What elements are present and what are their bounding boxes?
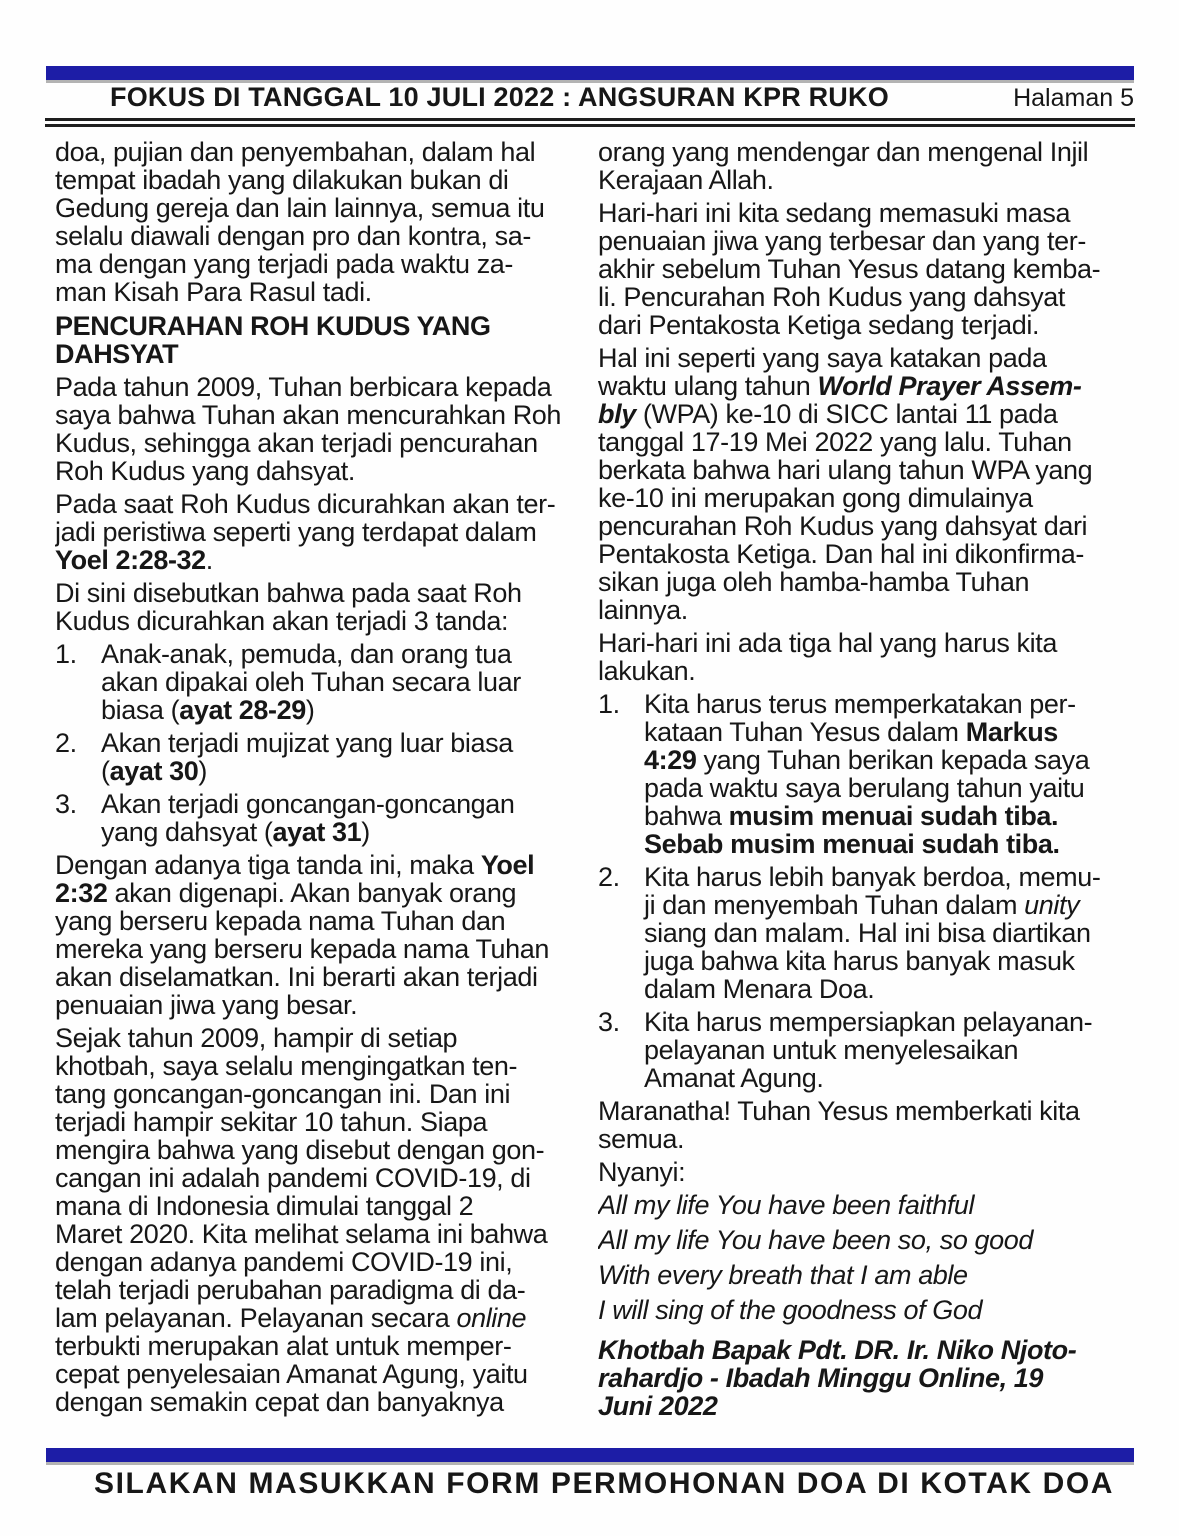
paragraph xyxy=(598,629,1146,685)
paragraph xyxy=(598,1097,1146,1153)
text-line: Kudus dicurahkan akan terjadi 3 tanda: xyxy=(55,606,509,636)
text-line: DAHSYAT xyxy=(55,339,179,369)
text-line: sikan juga oleh hamba-hamba Tuhan xyxy=(598,567,1030,597)
text-line: Yoel 2:28-32. xyxy=(55,545,213,575)
text-line: juga bahwa kita harus banyak masuk xyxy=(644,946,1075,976)
page-header xyxy=(46,82,1134,113)
text-line: Juni 2022 xyxy=(598,1391,718,1421)
text-line: biasa (ayat 28-29) xyxy=(101,695,315,725)
text-line: Akan terjadi goncangan-goncangan xyxy=(101,789,515,819)
paragraph xyxy=(598,1158,1146,1186)
list-item xyxy=(55,640,580,724)
paragraph xyxy=(55,138,580,306)
list-number: 1. xyxy=(598,689,620,719)
text-line: Gedung gereja dan lain lainnya, semua itu xyxy=(55,193,545,223)
text-line: ma dengan yang terjadi pada waktu za- xyxy=(55,249,514,279)
text-line: cepat penyelesaian Amanat Agung, yaitu xyxy=(55,1359,528,1389)
text-line: mengira bahwa yang disebut dengan gon- xyxy=(55,1135,545,1165)
list-item xyxy=(598,863,1146,1003)
text-line: tang goncangan-goncangan ini. Dan ini xyxy=(55,1079,511,1109)
text-line: orang yang mendengar dan mengenal Injil xyxy=(598,138,1089,167)
text-line: akan diselamatkan. Ini berarti akan terjadi xyxy=(55,962,538,992)
text-line: kataan Tuhan Yesus dalam Markus xyxy=(644,717,1058,747)
text-line: lam pelayanan. Pelayanan secara online xyxy=(55,1303,527,1333)
text-line: Khotbah Bapak Pdt. DR. Ir. Niko Njoto- xyxy=(598,1335,1077,1365)
text-line: Pentakosta Ketiga. Dan hal ini dikonfirma- xyxy=(598,539,1084,569)
text-line: waktu ulang tahun World Prayer Assem- xyxy=(598,371,1082,401)
text-line: akhir sebelum Tuhan Yesus datang kemba- xyxy=(598,254,1101,284)
text-line: Sebab musim menuai sudah tiba. xyxy=(644,829,1060,859)
song-line xyxy=(598,1261,1146,1289)
list-number: 2. xyxy=(598,862,620,892)
article-body xyxy=(55,138,1146,1425)
song-line xyxy=(598,1296,1146,1324)
footer-notice: SILAKAN MASUKKAN FORM PERMOHONAN DOA DI KOTAK DOA xyxy=(94,1467,1115,1500)
text-line: Hari-hari ini ada tiga hal yang harus kita xyxy=(598,628,1057,658)
text-line: bly (WPA) ke-10 di SICC lantai 11 pada xyxy=(598,399,1058,429)
text-line: terbukti merupakan alat untuk memper- xyxy=(55,1331,512,1361)
text-line: lainnya. xyxy=(598,595,688,625)
paragraph xyxy=(598,199,1146,339)
text-line: siang dan malam. Hal ini bisa diartikan xyxy=(644,918,1091,948)
text-line: semua. xyxy=(598,1124,685,1154)
text-line: Kita harus mempersiapkan pelayanan- xyxy=(644,1007,1093,1037)
list-number: 3. xyxy=(598,1007,620,1037)
paragraph xyxy=(55,373,580,485)
text-line: Roh Kudus yang dahsyat. xyxy=(55,456,356,486)
text-line: With every breath that I am able xyxy=(598,1260,968,1290)
text-line: dengan semakin cepat dan banyaknya xyxy=(55,1387,504,1417)
text-line: Maret 2020. Kita melihat selama ini bahwa xyxy=(55,1219,548,1249)
paragraph xyxy=(598,344,1146,624)
text-line: akan dipakai oleh Tuhan secara luar xyxy=(101,667,521,697)
right-column xyxy=(598,138,1146,1425)
text-line: Kerajaan Allah. xyxy=(598,165,774,195)
text-line: Amanat Agung. xyxy=(644,1063,824,1093)
text-line: selalu diawali dengan pro dan kontra, sa- xyxy=(55,221,531,251)
header-divider xyxy=(45,118,1135,127)
text-line: Kita harus lebih banyak berdoa, memu- xyxy=(644,862,1101,892)
text-line: lakukan. xyxy=(598,656,696,686)
text-line: yang dahsyat (ayat 31) xyxy=(101,817,370,847)
text-line: (ayat 30) xyxy=(101,756,207,786)
text-line: Pada saat Roh Kudus dicurahkan akan ter- xyxy=(55,489,556,519)
text-line: Kita harus terus memperkatakan per- xyxy=(644,689,1076,719)
page-title: FOKUS DI TANGGAL 10 JULI 2022 : ANGSURAN KPR RUKO xyxy=(110,82,889,112)
bottom-accent-bar xyxy=(46,1448,1134,1465)
text-line: yang berseru kepada nama Tuhan dan xyxy=(55,906,506,936)
page-number: Halaman 5 xyxy=(1013,84,1134,112)
text-line: terjadi hampir sekitar 10 tahun. Siapa xyxy=(55,1107,488,1137)
list-number: 3. xyxy=(55,789,77,819)
text-line: Sejak tahun 2009, hampir di setiap xyxy=(55,1023,458,1053)
text-line: penuaian jiwa yang terbesar dan yang ter- xyxy=(598,226,1086,256)
text-line: Pada tahun 2009, Tuhan berbicara kepada xyxy=(55,372,552,402)
text-line: doa, pujian dan penyembahan, dalam hal xyxy=(55,138,536,167)
text-line: Nyanyi: xyxy=(598,1157,686,1187)
text-line: All my life You have been so, so good xyxy=(598,1225,1033,1255)
sermon-credit xyxy=(598,1336,1146,1420)
text-line: Akan terjadi mujizat yang luar biasa xyxy=(101,728,513,758)
text-line: Anak-anak, pemuda, dan orang tua xyxy=(101,639,512,669)
text-line: saya bahwa Tuhan akan mencurahkan Roh xyxy=(55,400,562,430)
text-line: dengan adanya pandemi COVID-19 ini, xyxy=(55,1247,513,1277)
section-heading xyxy=(55,312,580,368)
list-number: 1. xyxy=(55,639,77,669)
text-line: dari Pentakosta Ketiga sedang terjadi. xyxy=(598,310,1040,340)
paragraph xyxy=(55,851,580,1019)
text-line: jadi peristiwa seperti yang terdapat dalam xyxy=(55,517,537,547)
text-line: li. Pencurahan Roh Kudus yang dahsyat xyxy=(598,282,1066,312)
list-item xyxy=(55,729,580,785)
text-line: All my life You have been faithful xyxy=(598,1190,975,1220)
text-line: mana di Indonesia dimulai tanggal 2 xyxy=(55,1191,474,1221)
text-line: rahardjo - Ibadah Minggu Online, 19 xyxy=(598,1363,1044,1393)
text-line: ji dan menyembah Tuhan dalam unity xyxy=(644,890,1080,920)
text-line: penuaian jiwa yang besar. xyxy=(55,990,358,1020)
text-line: man Kisah Para Rasul tadi. xyxy=(55,277,372,307)
text-line: khotbah, saya selalu mengingatkan ten- xyxy=(55,1051,518,1081)
list-item xyxy=(598,690,1146,858)
text-line: telah terjadi perubahan paradigma di da- xyxy=(55,1275,526,1305)
paragraph xyxy=(55,490,580,574)
text-line: Hal ini seperti yang saya katakan pada xyxy=(598,343,1047,373)
text-line: Di sini disebutkan bahwa pada saat Roh xyxy=(55,578,522,608)
text-line: 2:32 akan digenapi. Akan banyak orang xyxy=(55,878,517,908)
song-line xyxy=(598,1191,1146,1219)
paragraph xyxy=(598,138,1146,194)
text-line: Maranatha! Tuhan Yesus memberkati kita xyxy=(598,1096,1080,1126)
text-line: pencurahan Roh Kudus yang dahsyat dari xyxy=(598,511,1088,541)
text-line: ke-10 ini merupakan gong dimulainya xyxy=(598,483,1033,513)
text-line: tempat ibadah yang dilakukan bukan di xyxy=(55,165,509,195)
text-line: PENCURAHAN ROH KUDUS YANG xyxy=(55,311,491,341)
text-line: Hari-hari ini kita sedang memasuki masa xyxy=(598,198,1071,228)
left-column xyxy=(55,138,580,1425)
text-line: Kudus, sehingga akan terjadi pencurahan xyxy=(55,428,538,458)
text-line: tanggal 17-19 Mei 2022 yang lalu. Tuhan xyxy=(598,427,1072,457)
text-line: pada waktu saya berulang tahun yaitu xyxy=(644,773,1085,803)
text-line: mereka yang berseru kepada nama Tuhan xyxy=(55,934,550,964)
list-item xyxy=(55,790,580,846)
song-line xyxy=(598,1226,1146,1254)
text-line: berkata bahwa hari ulang tahun WPA yang xyxy=(598,455,1093,485)
text-line: pelayanan untuk menyelesaikan xyxy=(644,1035,1019,1065)
text-line: bahwa musim menuai sudah tiba. xyxy=(644,801,1059,831)
text-line: I will sing of the goodness of God xyxy=(598,1295,983,1325)
text-line: 4:29 yang Tuhan berikan kepada saya xyxy=(644,745,1090,775)
list-number: 2. xyxy=(55,728,77,758)
top-accent-bar xyxy=(46,66,1134,83)
paragraph xyxy=(55,579,580,635)
text-line: Dengan adanya tiga tanda ini, maka Yoel xyxy=(55,850,535,880)
list-item xyxy=(598,1008,1146,1092)
paragraph xyxy=(55,1024,580,1416)
text-line: cangan ini adalah pandemi COVID-19, di xyxy=(55,1163,531,1193)
text-line: dalam Menara Doa. xyxy=(644,974,875,1004)
